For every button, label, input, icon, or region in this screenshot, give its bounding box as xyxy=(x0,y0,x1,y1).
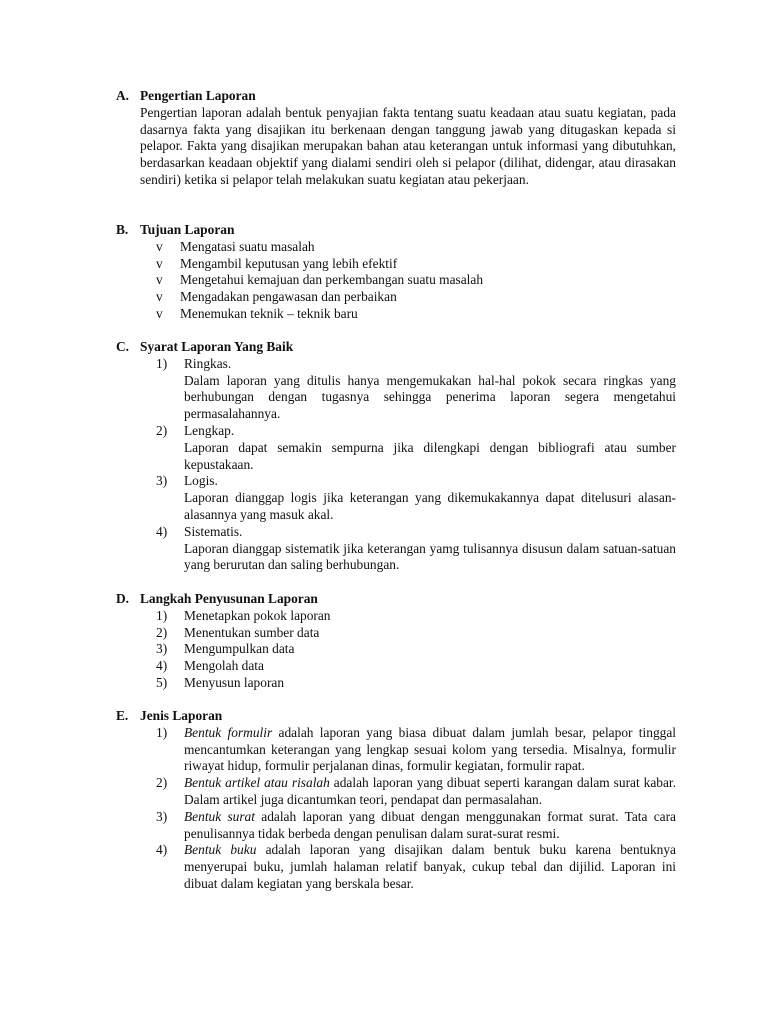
bullet-mark: v xyxy=(156,272,163,288)
item-number: 4) xyxy=(156,658,168,674)
section-b-list xyxy=(140,239,676,323)
list-item xyxy=(156,608,676,625)
list-item xyxy=(156,775,676,809)
section-d-letter: D. xyxy=(116,591,130,606)
bullet-mark: v xyxy=(156,289,163,305)
item-text: Menyusun laporan xyxy=(184,674,285,690)
section-e-title: Jenis Laporan xyxy=(140,708,223,723)
item-number: 2) xyxy=(156,422,168,438)
list-item xyxy=(156,356,676,423)
section-d-heading xyxy=(116,591,676,608)
section-e-letter: E. xyxy=(116,708,129,723)
list-item-text: Mengetahui kemajuan dan perkembangan suatu masalah xyxy=(180,272,484,288)
section-a-letter: A. xyxy=(116,88,130,103)
list-item xyxy=(156,289,676,306)
item-description: adalah laporan yang disajikan dalam bentuk buku karena bentuknya menyerupai buku, jumlah halaman relatif banyak, cukup tebal dan dijilid. Laporan ini dibuat dalam kegiatan yang berskala besar. xyxy=(184,842,676,891)
section-c xyxy=(116,339,676,574)
section-c-letter: C. xyxy=(116,339,130,354)
section-c-title: Syarat Laporan Yang Baik xyxy=(140,339,294,354)
list-item xyxy=(156,641,676,658)
item-text: Menetapkan pokok laporan xyxy=(184,607,331,623)
section-a xyxy=(116,88,676,189)
list-item xyxy=(156,306,676,323)
list-item xyxy=(156,725,676,775)
item-term: Bentuk surat xyxy=(184,808,255,824)
bullet-mark: v xyxy=(156,238,163,254)
item-number: 1) xyxy=(156,607,168,623)
list-item xyxy=(156,272,676,289)
section-d xyxy=(116,591,676,692)
section-b-letter: B. xyxy=(116,222,129,237)
item-number: 1) xyxy=(156,724,168,740)
item-term: Bentuk artikel atau risalah xyxy=(184,775,330,791)
section-b-title: Tujuan Laporan xyxy=(140,222,235,237)
item-heading: Lengkap. xyxy=(184,422,235,438)
item-description: adalah laporan yang dibuat seperti karangan dalam surat kabar. Dalam artikel juga dicantumkan teori, pendapat dan permasalahan. xyxy=(184,775,677,807)
section-b-heading xyxy=(116,222,676,239)
item-number: 3) xyxy=(156,473,168,489)
item-term: Bentuk formulir xyxy=(184,724,273,740)
item-text: Mengumpulkan data xyxy=(184,641,295,657)
item-heading: Sistematis. xyxy=(184,523,243,539)
item-number: 3) xyxy=(156,808,168,824)
item-heading: Ringkas. xyxy=(184,355,232,371)
section-e-heading xyxy=(116,708,676,725)
section-b xyxy=(116,222,676,323)
item-number: 2) xyxy=(156,624,168,640)
list-item xyxy=(156,524,676,574)
list-item xyxy=(156,256,676,273)
list-item xyxy=(156,473,676,523)
section-e-list xyxy=(140,725,676,893)
list-item-text: Mengambil keputusan yang lebih efektif xyxy=(180,255,398,271)
list-item xyxy=(156,625,676,642)
item-number: 4) xyxy=(156,842,168,858)
item-description: Laporan dianggap sistematik jika keterangan yamg tulisannya disusun dalam satuan-satuan yang berurutan dan saling berhubungan. xyxy=(184,540,676,573)
section-a-paragraph: Pengertian laporan adalah bentuk penyajian fakta tentang suatu keadaan atau suatu kegiatan, pada dasarnya fakta yang disajikan itu berkenaan dengan tanggung jawab yang ditugaskan kepada si pelapor. Fakta yang disajikan merupakan bahan atau keterangan untuk informasi yang dibutuhkan, berdasarkan keadaan objektif yang dialami sendiri oleh si pelapor (dilihat, didengar, atau dirasakan sendiri) ketika si pelapor telah melakukan suatu kegiatan atau pekerjaan. xyxy=(140,104,676,187)
item-description: Dalam laporan yang ditulis hanya mengemukakan hal-hal pokok secara ringkas yang berhubungan dengan tugasnya sehingga penerima laporan segera mengetahui permasalahannya. xyxy=(184,372,676,422)
item-description: Laporan dapat semakin sempurna jika dilengkapi dengan bibliografi atau sumber kepustakaan. xyxy=(184,439,676,472)
section-a-heading xyxy=(116,88,676,105)
item-description: adalah laporan yang dibuat dengan menggunakan format surat. Tata cara penulisannya tidak berbeda dengan penulisan dalam surat-surat resmi. xyxy=(184,808,676,841)
section-c-list xyxy=(140,356,676,574)
section-c-heading xyxy=(116,339,676,356)
section-a-title: Pengertian Laporan xyxy=(140,88,256,103)
section-e xyxy=(116,708,676,893)
list-item-text: Menemukan teknik – teknik baru xyxy=(180,305,358,321)
item-term: Bentuk buku xyxy=(184,842,257,858)
list-item xyxy=(156,239,676,256)
list-item-text: Mengadakan pengawasan dan perbaikan xyxy=(180,289,397,305)
section-d-list xyxy=(140,608,676,692)
item-text: Menentukan sumber data xyxy=(184,624,320,640)
item-number: 5) xyxy=(156,674,168,690)
list-item xyxy=(156,675,676,692)
list-item xyxy=(156,423,676,473)
item-number: 3) xyxy=(156,641,168,657)
item-number: 2) xyxy=(156,775,168,791)
item-text: Mengolah data xyxy=(184,658,264,674)
bullet-mark: v xyxy=(156,255,163,271)
list-item-text: Mengatasi suatu masalah xyxy=(180,238,315,254)
list-item xyxy=(156,809,676,843)
list-item xyxy=(156,842,676,892)
section-d-title: Langkah Penyusunan Laporan xyxy=(140,591,318,606)
list-item xyxy=(156,658,676,675)
item-number: 4) xyxy=(156,523,168,539)
item-number: 1) xyxy=(156,355,168,371)
bullet-mark: v xyxy=(156,305,163,321)
item-heading: Logis. xyxy=(184,473,218,489)
item-description: adalah laporan yang biasa dibuat dalam jumlah besar, pelapor tinggal mencantumkan keterangan yang lengkap sesuai kolom yang tersedia. Misalnya, formulir riwayat hidup, formulir perjalanan dinas, formulir kegiatan, formulir rapat. xyxy=(184,724,676,774)
item-description: Laporan dianggap logis jika keterangan yang dikemukakannya dapat ditelusuri alasan-alasannya yang masuk akal. xyxy=(184,490,676,522)
